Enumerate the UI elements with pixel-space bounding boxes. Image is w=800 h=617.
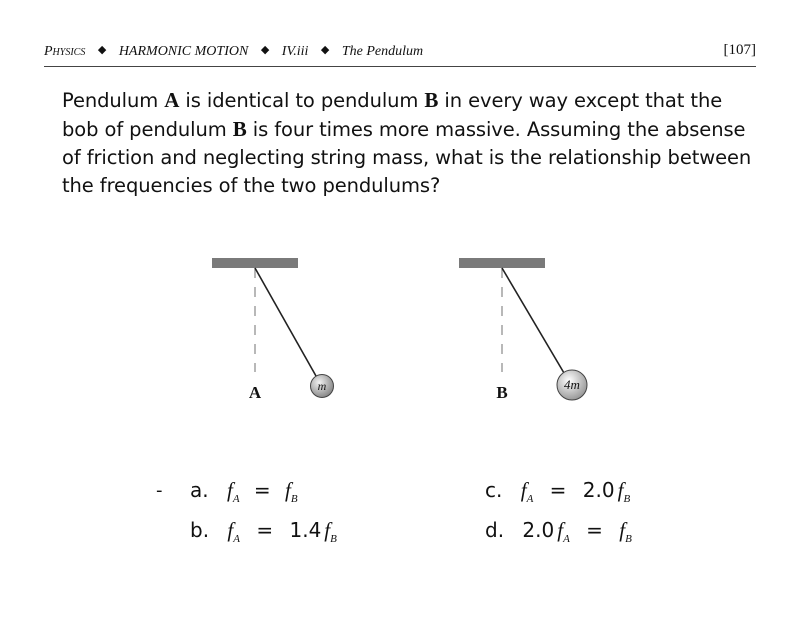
subscript: A (526, 493, 534, 505)
pendulum-a-label: A (248, 383, 262, 402)
equals-sign: = (253, 478, 271, 502)
option-letter: d. (485, 518, 505, 542)
subscript: B (625, 533, 632, 545)
option-letter: a. (190, 478, 209, 502)
option-letter: c. (485, 478, 503, 502)
bob-mass-label: 4m (564, 377, 580, 392)
support-bar (459, 258, 545, 268)
diamond-separator-icon: ◆ (260, 44, 270, 56)
pendulum-b-label: B (496, 383, 508, 402)
coefficient: 2.0 (522, 518, 555, 542)
frequency-symbol: f (617, 478, 624, 502)
page-number: [107] (723, 42, 756, 58)
frequency-symbol: f (619, 518, 626, 542)
section-label: IV.iii (281, 44, 309, 59)
frequency-symbol: f (285, 478, 291, 502)
pendulum-b-name: B (232, 117, 247, 141)
coefficient: 1.4 (289, 518, 322, 542)
diamond-separator-icon: ◆ (97, 44, 107, 56)
answer-option-c[interactable] (485, 478, 630, 505)
support-bar (212, 258, 298, 268)
subscript: B (330, 533, 337, 545)
answer-choices (0, 470, 800, 570)
subscript: A (232, 493, 240, 505)
pendulum-string (255, 268, 316, 376)
frequency-symbol: f (226, 478, 233, 502)
equals-sign: = (586, 518, 603, 542)
subscript: A (233, 533, 240, 545)
pendulum-a-name: A (164, 88, 180, 112)
question-part: is identical to pendulum (179, 89, 425, 112)
bob-mass-label: m (317, 379, 327, 393)
frequency-symbol: f (520, 478, 527, 502)
equals-sign: = (256, 518, 274, 542)
subject-label: Physics (44, 44, 86, 59)
pendulum-b (459, 258, 587, 402)
question-part: is four times more massive. Assuming the absense of friction and neglecting string mass, what is the relationship between the frequencies of the two pendulums? (62, 118, 752, 197)
subscript: B (290, 493, 298, 505)
pendulum-a (212, 258, 334, 402)
frequency-symbol: f (324, 518, 331, 542)
frequency-symbol: f (557, 518, 564, 542)
pendulum-b-name: B (424, 88, 439, 112)
equals-sign: = (549, 478, 567, 502)
subscript: B (623, 493, 631, 505)
diamond-separator-icon: ◆ (320, 44, 330, 56)
question-part: in every way except that the bob of pendulum (62, 89, 723, 141)
topic-label: HARMONIC MOTION (118, 44, 249, 59)
answer-option-d[interactable] (485, 518, 632, 545)
pendulum-string (502, 268, 564, 373)
selection-marker: - (156, 480, 163, 501)
subscript: A (563, 533, 570, 545)
answer-option-b[interactable] (190, 518, 337, 545)
answer-option-a[interactable] (190, 478, 298, 505)
question-part: Pendulum (62, 89, 165, 112)
option-letter: b. (190, 518, 210, 542)
coefficient: 2.0 (582, 478, 615, 502)
lesson-label: The Pendulum (341, 44, 424, 59)
frequency-symbol: f (227, 518, 234, 542)
